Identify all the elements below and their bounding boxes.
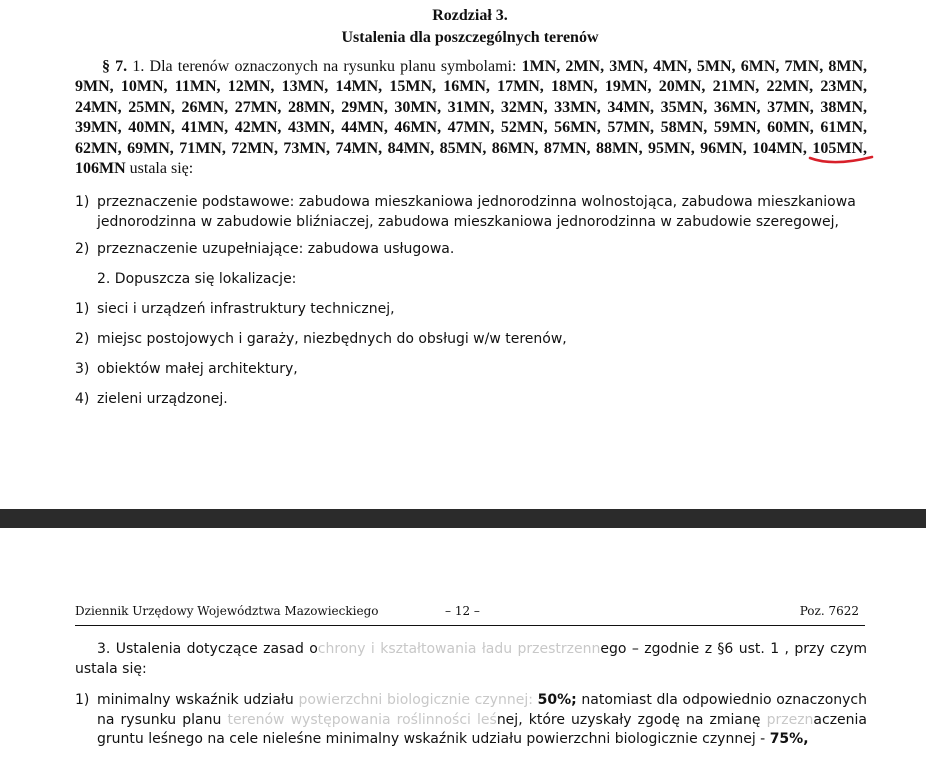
list-item: 1) sieci i urządzeń infrastruktury technicznej, (75, 301, 395, 317)
point-2-intro: 2. Dopuszcza się lokalizacje: (97, 271, 297, 287)
page-separator (0, 509, 926, 528)
list-item: 4) zieleni urządzonej. (75, 391, 228, 407)
page-header (75, 604, 865, 622)
list-item: 1) przeznaczenie podstawowe: zabudowa mieszkaniowa jednorodzinna wolnostojąca, zabudowa mieszkaniowa jednorodzinna w zabudowie bliźniaczej, zabudowa mieszkaniowa jednorodzinna w zabudowie szeregowej, (75, 194, 856, 230)
header-rule (75, 625, 865, 626)
point-1-intro: 1. Dla terenów oznaczonych na rysunku planu symbolami: (132, 58, 517, 75)
symbol-list: 1MN, 2MN, 3MN, 4MN, 5MN, 6MN, 7MN, 8MN, 9MN, 10MN, 11MN, 12MN, 13MN, 14MN, 15MN, 16MN, 17MN, 18MN, 19MN, 20MN, 21MN, 22MN, 23MN, 24MN, 25MN, 26MN, 27MN, 28MN, 29MN, 30MN, 31MN, 32MN, 33MN, 34MN, 35MN, 36MN, 37MN, 38MN, 39MN, 40MN, 41MN, 42MN, 43MN, 44MN, 46MN, 47MN, 52MN, 56MN, 57MN, 58MN, 59MN, 60MN, 61MN, 62MN, 69MN, 71MN, 72MN, 73MN, 74MN, 84MN, 85MN, 86MN, 87MN, 88MN, 95MN, 96MN, 104MN, (75, 58, 868, 157)
chapter-subtitle: Ustalenia dla poszczególnych terenów (341, 29, 599, 46)
highlighted-symbol: 105MN, (812, 140, 867, 157)
document-page-12 (0, 528, 926, 768)
section-7-paragraph-1 (75, 57, 867, 179)
point-1-closing: ustala się: (129, 160, 194, 178)
position-number: Poz. 7622 (799, 604, 859, 618)
red-underline-mark (808, 155, 874, 164)
list-item: 2) miejsc postojowych i garaży, niezbędnych do obsługi w/w terenów, (75, 331, 567, 347)
symbol-list-end: 106MN (75, 160, 126, 178)
journal-name: Dziennik Urzędowy Województwa Mazowieckiego (75, 604, 379, 618)
list-item: 3) obiektów małej architektury, (75, 361, 298, 377)
page-number: – 12 – (445, 604, 480, 618)
list-item: 1) minimalny wskaźnik udziału powierzchni biologicznie czynnej: 50%; natomiast dla odpowiednio oznaczonych na rysunku planu terenów występowania roślinności leśnej, które uzyskały zgodę na zmianę przeznaczenia gruntu leśnego na cele nieleśne minimalny wskaźnik udziału powierzchni biologicznie czynnej - 75%, (75, 692, 868, 747)
chapter-title: Rozdział 3. (432, 7, 508, 24)
point-3-paragraph: 3. Ustalenia dotyczące zasad ochrony i kształtowania ładu przestrzennego – zgodnie z §6 ust. 1 , przy czym ustala się: (75, 641, 867, 677)
list-item: 2) przeznaczenie uzupełniające: zabudowa usługowa. (75, 241, 455, 257)
section-number: § 7. (102, 58, 128, 75)
